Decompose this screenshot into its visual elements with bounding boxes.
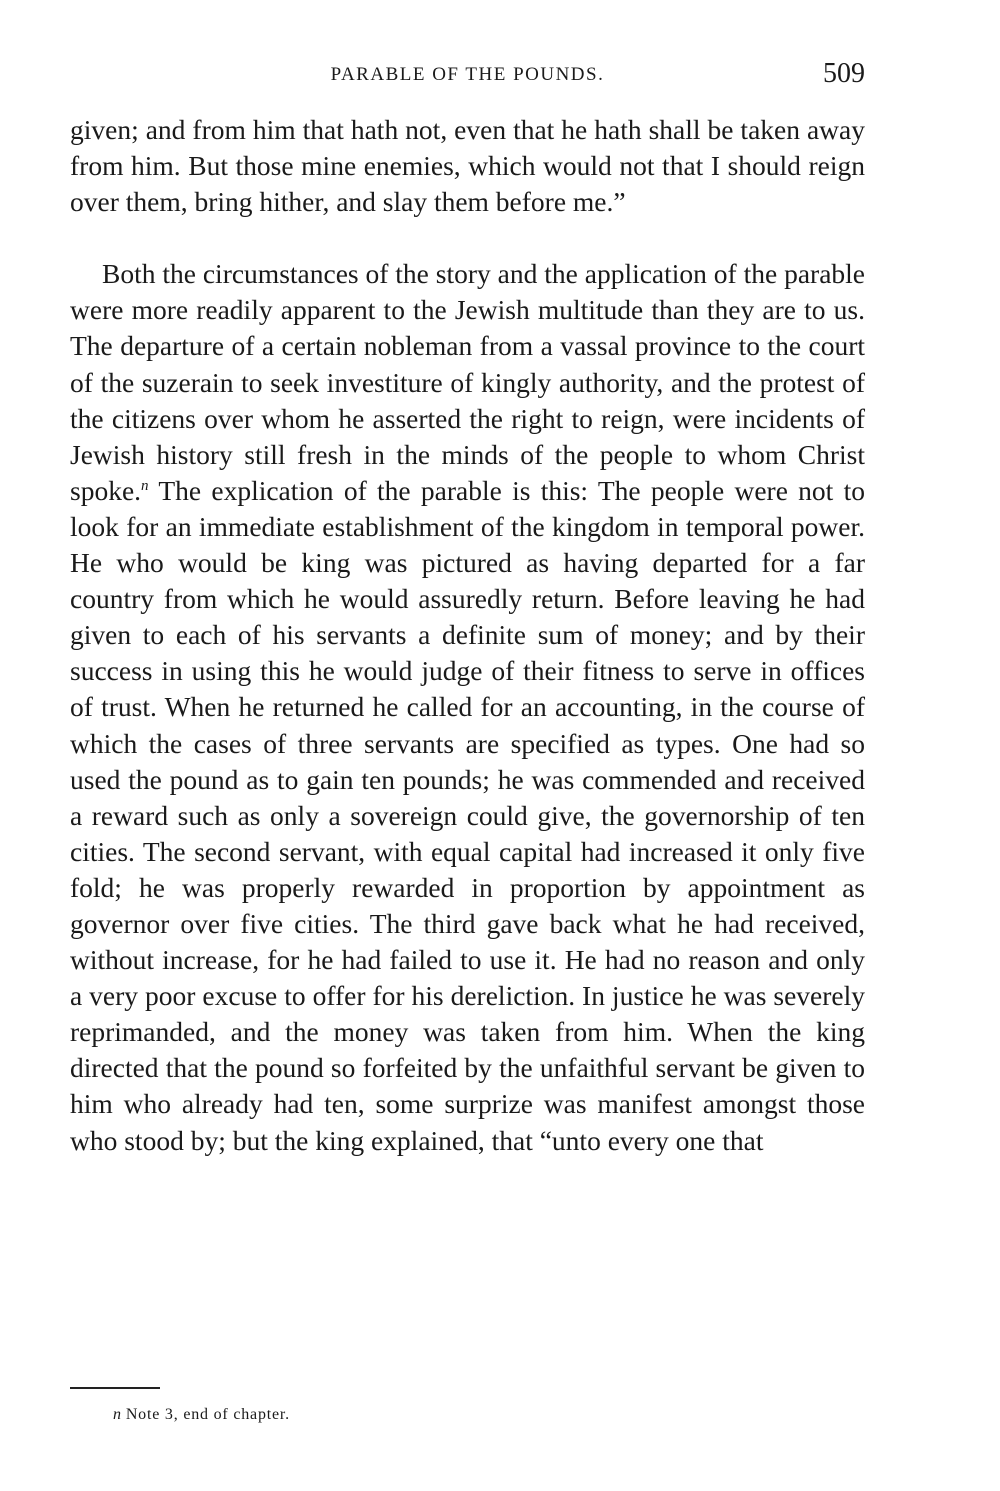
running-title: PARABLE OF THE POUNDS. xyxy=(330,64,605,85)
body-text xyxy=(70,112,865,1159)
main-paragraph-text-end: The explication of the parable is this: The people were not to look for an immediate establishment of the kingdom in temporal power. He who would be king was pictured as having departed for a far country from which he would assuredly return. Before leaving he had given to each of his servants a definite sum of money; and by their success in using this he would judge of their fitness to serve in offices of trust. When he returned he called for an accounting, in the course of which the cases of three servants are specified as types. One had so used the pound as to gain ten pounds; he was commended and received a reward such as only a sovereign could give, the governorship of ten cities. The second servant, with equal capital had increased it only five fold; he was properly rewarded in proportion by appointment as governor over five cities. The third gave back what he had received, without increase, for he had failed to use it. He had no reason and only a very poor excuse to offer for his dereliction. In justice he was severely reprimanded, and the money was taken from him. When the king directed that the pound so forfeited by the unfaithful servant be given to him who already had ten, some surprize was manifest amongst those who stood by; but the king explained, that “unto every one that xyxy=(70,474,865,1156)
page-number: 509 xyxy=(823,58,865,89)
footnote-mark: n xyxy=(113,1406,122,1423)
main-paragraph xyxy=(70,256,865,1158)
footnote-text: Note 3, end of chapter. xyxy=(125,1406,290,1423)
running-head xyxy=(70,58,865,98)
footnote-rule xyxy=(70,1387,160,1389)
footnote xyxy=(113,1406,290,1424)
continuation-paragraph: given; and from him that hath not, even that he hath shall be taken away from him. But those mine enemies, which would not that I should reign over them, bring hither, and slay them before me.” xyxy=(70,114,865,218)
footnote-reference: n xyxy=(141,477,149,494)
main-paragraph-text-start: Both the circumstances of the story and the application of the parable were more readily apparent to the Jewish multitude than they are to us. The departure of a certain nobleman from a vassal province to the court of the suzerain to seek investiture of kingly authority, and the protest of the citizens over whom he asserted the right to reign, were incidents of Jewish history still fresh in the minds of the people to whom Christ spoke. xyxy=(70,258,865,506)
